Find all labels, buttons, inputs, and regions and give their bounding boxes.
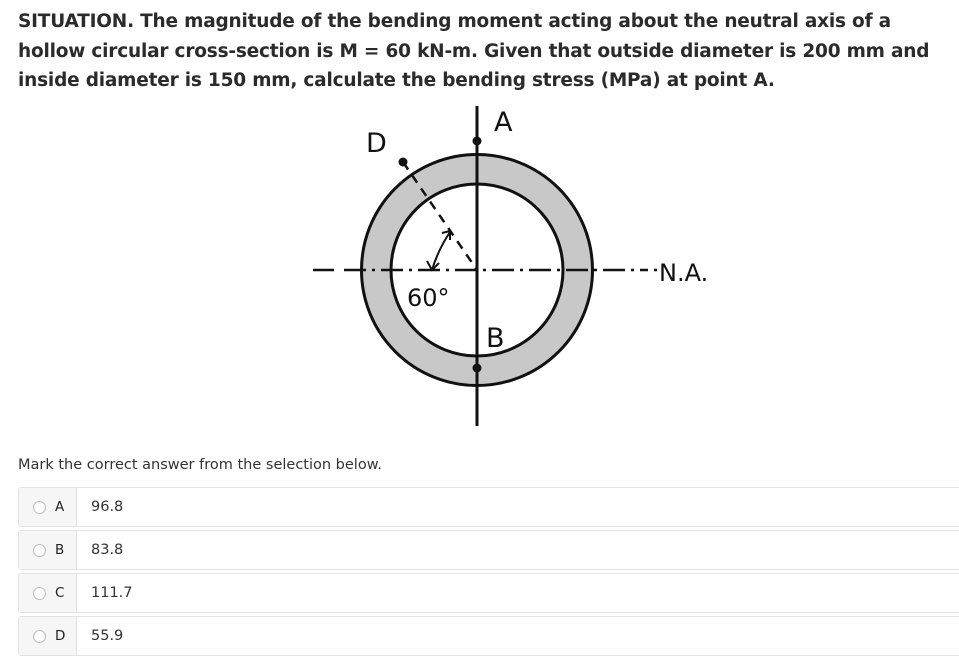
option-a-radio[interactable]: [33, 501, 46, 514]
point-a-dot: [473, 137, 482, 146]
question-text: SITUATION. The magnitude of the bending moment acting about the neutral axis of a hollow circular cross-section is M = 60 kN-m. Given that outside diameter is 200 mm and inside diameter is 150 mm, calculate the bending stress (MPa) at point A.: [18, 11, 930, 91]
option-d[interactable]: [18, 616, 959, 656]
option-b[interactable]: [18, 530, 959, 570]
option-c-letter: C: [55, 585, 65, 601]
instruction-text: Mark the correct answer from the selection below.: [18, 457, 382, 473]
option-b-key[interactable]: [19, 531, 77, 569]
option-d-radio[interactable]: [33, 630, 46, 643]
label-angle: 60°: [407, 284, 450, 312]
label-b: B: [486, 323, 505, 354]
label-d: D: [366, 128, 387, 159]
option-c-radio[interactable]: [33, 587, 46, 600]
option-b-radio[interactable]: [33, 544, 46, 557]
option-d-key[interactable]: [19, 617, 77, 655]
label-a: A: [494, 107, 513, 138]
option-b-letter: B: [55, 542, 65, 558]
cross-section-diagram: [300, 100, 740, 430]
option-a-letter: A: [55, 499, 65, 515]
option-c-value: 111.7: [91, 585, 133, 601]
answer-options: [18, 487, 959, 659]
option-c-key[interactable]: [19, 574, 77, 612]
option-b-value: 83.8: [91, 542, 124, 558]
cross-section-figure: [300, 100, 740, 430]
label-na: N.A.: [659, 259, 709, 287]
option-a[interactable]: [18, 487, 959, 527]
option-d-letter: D: [55, 628, 66, 644]
option-c[interactable]: [18, 573, 959, 613]
point-b-dot: [473, 364, 482, 373]
option-d-value: 55.9: [91, 628, 124, 644]
option-a-value: 96.8: [91, 499, 124, 515]
option-a-key[interactable]: [19, 488, 77, 526]
